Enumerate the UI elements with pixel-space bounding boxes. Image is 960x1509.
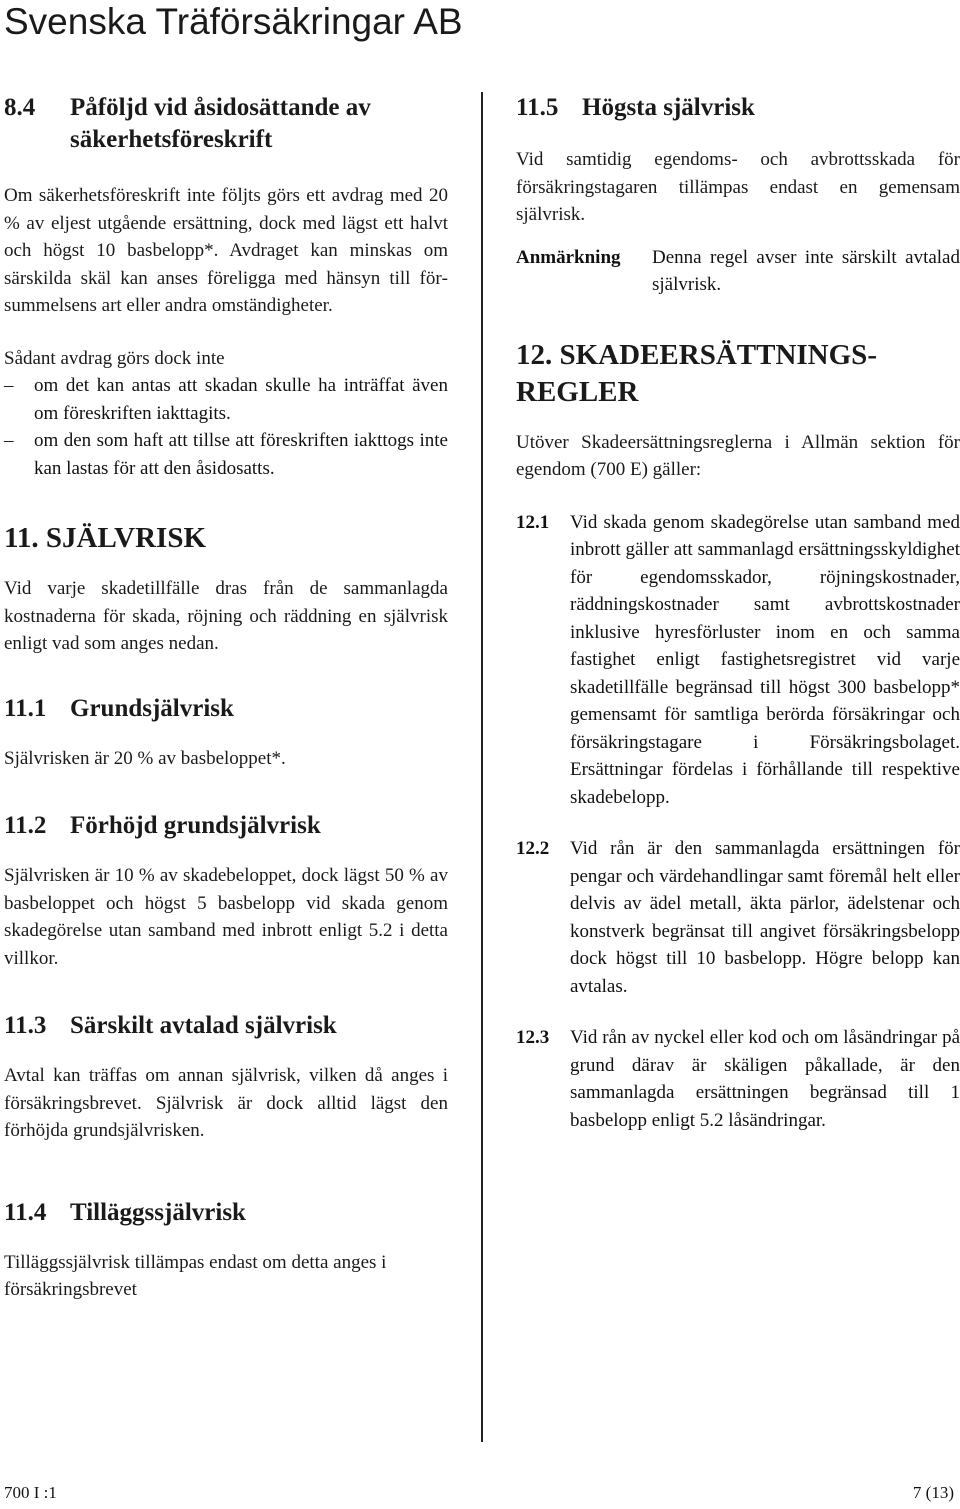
left-column <box>4 92 448 1304</box>
note-label: Anmärkning <box>516 246 621 268</box>
section-11-1-heading: 11.1 Grundsjälvrisk <box>4 694 234 722</box>
section-8-4-intro: Sådant avdrag görs dock inte <box>4 347 225 369</box>
list-item: – om den som haft att tillse att föreskriften iakttogs inte kan lastas för att den åsidosatts. <box>4 430 448 479</box>
subsection-12-2: 12.2 Vid rån är den sammanlagda ersättningen för pengar och värdehandlingar samt föremål helt eller delvis av ädel metall, äkta pärlor, ädelstenar och konstverk begränsat till angivet försäkringsbelopp dock högst till 10 basbelopp. Högre belopp kan avtalas. <box>516 838 960 997</box>
subsection-12-3: 12.3 Vid rån av nyckel eller kod och om låsändringar på grund därav är skäligen påkallade, är den sammanlagda ersättningen begränsad till 1 basbelopp enligt 5.2 låsändringar. <box>516 1027 960 1131</box>
section-11-paragraph: Vid varje skadetillfälle dras från de sammanlagda kostnaderna för skada, röjning och räddning en självrisk enligt vad som anges nedan. <box>4 578 448 654</box>
section-11-2-paragraph: Självrisken är 10 % av skadebeloppet, dock lägst 50 % av basbeloppet och högst 5 basbelopp vid skada genom skadegörelse utan samband med inbrott enligt 5.2 i detta villkor. <box>4 865 448 969</box>
section-11-4-heading: 11.4 Tilläggssjälvrisk <box>4 1198 246 1226</box>
note-text: Denna regel avser inte särskilt avtalad självrisk. <box>652 246 960 295</box>
column-divider <box>481 92 483 1442</box>
right-column <box>516 92 960 1134</box>
section-8-4-heading: 8.4 Påföljd vid åsidosättande av säkerhetsföreskrift <box>4 94 371 153</box>
section-11-2-heading: 11.2 Förhöjd grundsjälvrisk <box>4 812 321 839</box>
section-11-heading: 11. SJÄLVRISK <box>4 522 207 554</box>
section-12-heading: 12. SKADEERSÄTTNINGSREGLER <box>516 338 877 408</box>
subsection-12-1: 12.1 Vid skada genom skadegörelse utan samband med inbrott gäller att sammanlagd ersättningsskyldighet för egendomsskador, röjningskostnader, räddningskostnader samt avbrottskostnader inklusive hyresförluster inom en och samma fastighet enligt fastighetsregistret vid varje skadetillfälle begränsad till högst 300 basbelopp* gemensamt för samtliga berörda försäkringar och försäkringstagare i Försäkringsbolaget. Ersättningar fördelas i förhållande till respektive skadebelopp. <box>516 511 960 808</box>
section-11-3-heading: 11.3 Särskilt avtalad självrisk <box>4 1012 337 1039</box>
list-item: – om det kan antas att skadan skulle ha inträffat även om föreskriften iakttagits. <box>4 375 448 424</box>
footer-document-code: 700 I :1 <box>4 1483 57 1502</box>
section-11-1-paragraph: Självrisken är 20 % av basbeloppet*. <box>4 747 286 769</box>
note <box>516 244 960 299</box>
page-title: Svenska Träförsäkringar AB <box>4 1 463 42</box>
footer-page-number: 7 (13) <box>912 1483 954 1502</box>
section-12-paragraph: Utöver Skadeersättningsreglerna i Allmän sektion för egendom (700 E) gäller: <box>516 431 960 480</box>
section-11-4-paragraph: Tilläggssjälvrisk tillämpas endast om detta anges i försäkringsbrevet <box>4 1251 387 1300</box>
section-11-5-paragraph: Vid samtidig egendoms- och avbrottsskada för försäkringstagaren tillämpas endast en gemensam självrisk. <box>516 149 960 225</box>
section-11-5-heading: 11.5 Högsta självrisk <box>516 94 755 121</box>
section-8-4-paragraph: Om säkerhetsföreskrift inte följts görs ett avdrag med 20 % av eljest utgående ersättning, dock med lägst ett halvt och högst 10 basbelopp*. Avdraget kan minskas om särskilda skäl kan anses föreligga med hänsyn till försummelsens art eller andra omständigheter. <box>4 185 448 316</box>
section-11-3-paragraph: Avtal kan träffas om annan självrisk, vilken då anges i försäkringsbrevet. Självrisk är dock alltid lägst den förhöjda grundsjälvrisken. <box>4 1065 448 1141</box>
